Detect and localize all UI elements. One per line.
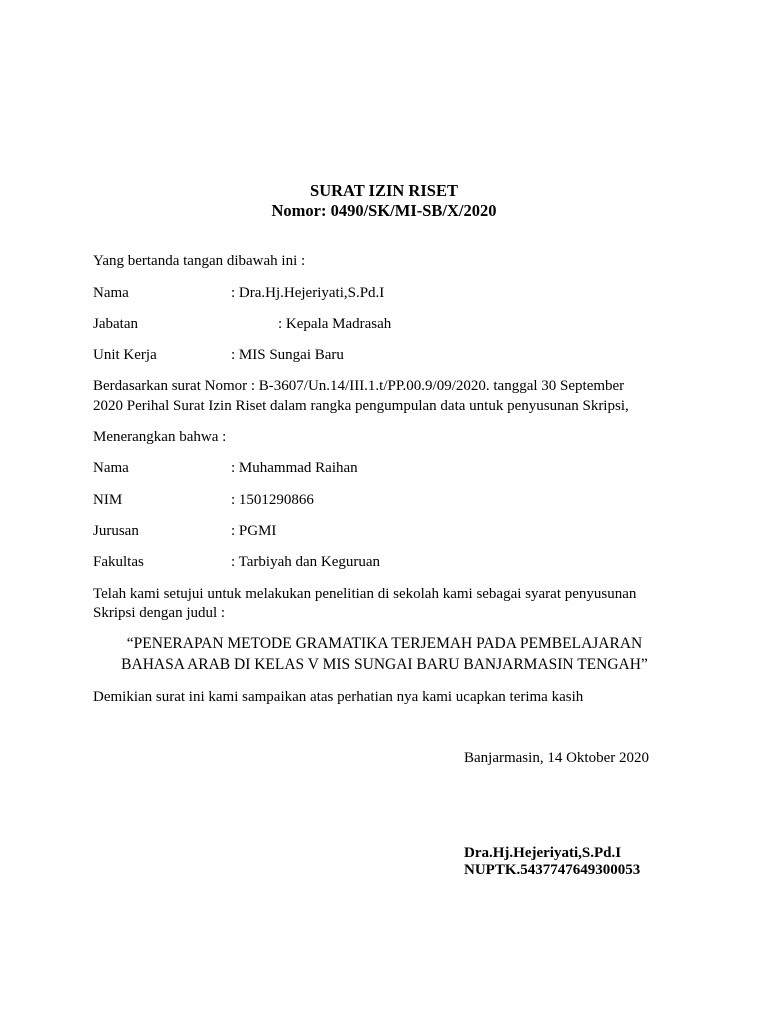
approval-paragraph-line-2: Skripsi dengan judul : [93,605,226,621]
basis-paragraph-line-2: 2020 Perihal Surat Izin Riset dalam rangka pengumpulan data untuk penyusunan Skripsi, [93,398,629,414]
student-name-label: Nama [93,460,129,476]
basis-paragraph-line-1: Berdasarkan surat Nomor : B-3607/Un.14/III.1.t/PP.00.9/09/2020. tanggal 30 September [93,378,625,394]
student-major-label: Jurusan [93,523,139,539]
signer-name-value: : Dra.Hj.Hejeriyati,S.Pd.I [231,285,385,301]
signatory-name: Dra.Hj.Hejeriyati,S.Pd.I [464,845,622,861]
thesis-title-line-1: “PENERAPAN METODE GRAMATIKA TERJEMAH PADA PEMBELAJARAN [126,635,643,652]
signer-position-label: Jabatan [93,316,138,332]
states-text: Menerangkan bahwa : [93,429,227,445]
student-nim-value: : 1501290866 [231,492,314,508]
thesis-title [93,633,676,675]
signer-unit-value: : MIS Sungai Baru [231,347,344,363]
signer-unit-label: Unit Kerja [93,347,157,363]
student-name-value: : Muhammad Raihan [231,460,358,476]
letter-header [0,181,768,221]
letter-number: Nomor: 0490/SK/MI-SB/X/2020 [271,201,497,220]
letter-title: SURAT IZIN RISET [310,181,458,200]
intro-text: Yang bertanda tangan dibawah ini : [93,253,306,269]
student-faculty-value: : Tarbiyah dan Keguruan [231,554,381,570]
student-major-value: : PGMI [231,523,277,539]
signatory-id: NUPTK.5437747649300053 [464,862,641,878]
student-nim-label: NIM [93,492,123,508]
approval-paragraph-line-1: Telah kami setujui untuk melakukan penelitian di sekolah kami sebagai syarat penyusunan [93,586,637,602]
thesis-title-line-2: BAHASA ARAB DI KELAS V MIS SUNGAI BARU BANJARMASIN TENGAH” [121,656,648,673]
closing-text: Demikian surat ini kami sampaikan atas perhatian nya kami ucapkan terima kasih [93,689,584,705]
signer-name-label: Nama [93,285,129,301]
place-date: Banjarmasin, 14 Oktober 2020 [464,750,649,766]
signer-position-value: : Kepala Madrasah [278,316,392,332]
student-faculty-label: Fakultas [93,554,144,570]
